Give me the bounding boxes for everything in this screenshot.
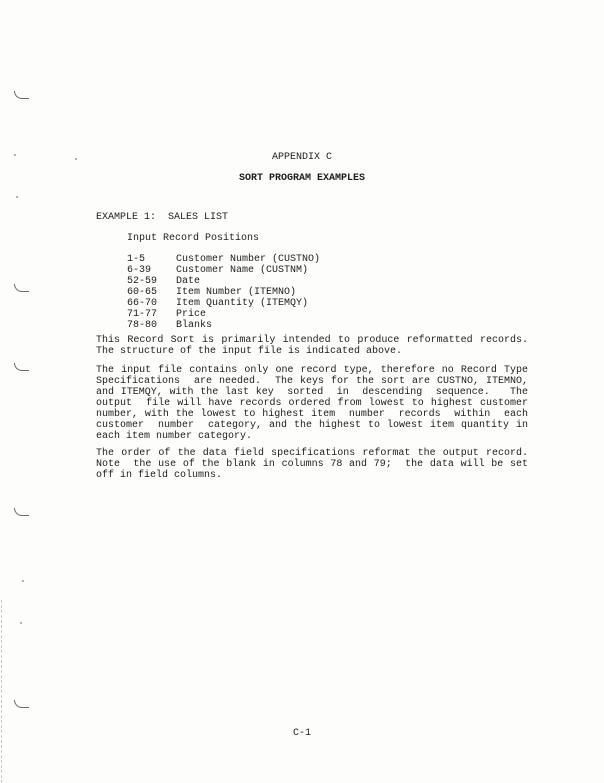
field-name: Date bbox=[176, 276, 201, 287]
position-range: 71-77 bbox=[127, 309, 158, 320]
list-item bbox=[127, 265, 320, 276]
binding-mark bbox=[14, 700, 29, 708]
position-range: 60-65 bbox=[127, 287, 158, 298]
position-range: 78-80 bbox=[127, 320, 158, 331]
paragraph-line: Specifications are needed. The keys for the sort are CUSTNO, ITEMNO, bbox=[96, 376, 528, 387]
paragraph-line: output file will have records ordered from lowest to highest customer bbox=[96, 398, 528, 409]
position-range: 1-5 bbox=[127, 254, 146, 265]
field-name: Customer Number (CUSTNO) bbox=[176, 254, 321, 265]
list-item bbox=[127, 287, 320, 298]
subheading: Input Record Positions bbox=[127, 233, 260, 244]
paragraph-line: The order of the data field specifications reformat the output record. bbox=[96, 448, 528, 459]
paragraph-line: The structure of the input file is indicated above. bbox=[96, 346, 403, 357]
paragraph-line: off in field columns. bbox=[96, 470, 223, 481]
example-heading: EXAMPLE 1: SALES LIST bbox=[96, 212, 229, 223]
speck-mark bbox=[22, 580, 24, 582]
paragraph-line: number, with the lowest to highest item number records within each bbox=[96, 409, 528, 420]
section-title: SORT PROGRAM EXAMPLES bbox=[238, 173, 366, 184]
list-item bbox=[127, 309, 320, 320]
paragraph-line: This Record Sort is primarily intended to produce reformatted records. bbox=[96, 335, 528, 346]
record-positions-list bbox=[127, 254, 320, 331]
list-item bbox=[127, 298, 320, 309]
field-name: Item Number (ITEMNO) bbox=[176, 287, 297, 298]
position-range: 66-70 bbox=[127, 298, 158, 309]
speck-mark bbox=[16, 196, 18, 198]
paragraph-line: The input file contains only one record type, therefore no Record Type bbox=[96, 365, 528, 376]
position-range: 52-59 bbox=[127, 276, 158, 287]
field-name: Blanks bbox=[176, 320, 213, 331]
paragraph-line: and ITEMQY, with the last key sorted in descending sequence. The bbox=[96, 387, 528, 398]
field-name: Price bbox=[176, 309, 207, 320]
binding-mark bbox=[14, 363, 29, 371]
position-range: 6-39 bbox=[127, 265, 152, 276]
paragraph bbox=[96, 365, 528, 442]
binding-mark bbox=[14, 508, 29, 516]
paragraph-line: each item number category. bbox=[96, 431, 253, 442]
list-item bbox=[127, 320, 320, 331]
paragraph bbox=[96, 448, 528, 481]
list-item bbox=[127, 254, 320, 265]
paragraph-line: Note the use of the blank in columns 78 and 79; the data will be set bbox=[96, 459, 528, 470]
page-edge-line bbox=[1, 600, 2, 783]
speck-mark bbox=[20, 622, 22, 624]
paragraph bbox=[96, 335, 528, 357]
page-number: C-1 bbox=[292, 728, 311, 739]
binding-mark bbox=[14, 91, 29, 99]
list-item bbox=[127, 276, 320, 287]
appendix-title: APPENDIX C bbox=[271, 152, 332, 163]
field-name: Customer Name (CUSTNM) bbox=[176, 265, 309, 276]
field-name: Item Quantity (ITEMQY) bbox=[176, 298, 309, 309]
binding-mark bbox=[14, 284, 29, 292]
paragraph-line: customer number category, and the highest to lowest item quantity in bbox=[96, 420, 528, 431]
